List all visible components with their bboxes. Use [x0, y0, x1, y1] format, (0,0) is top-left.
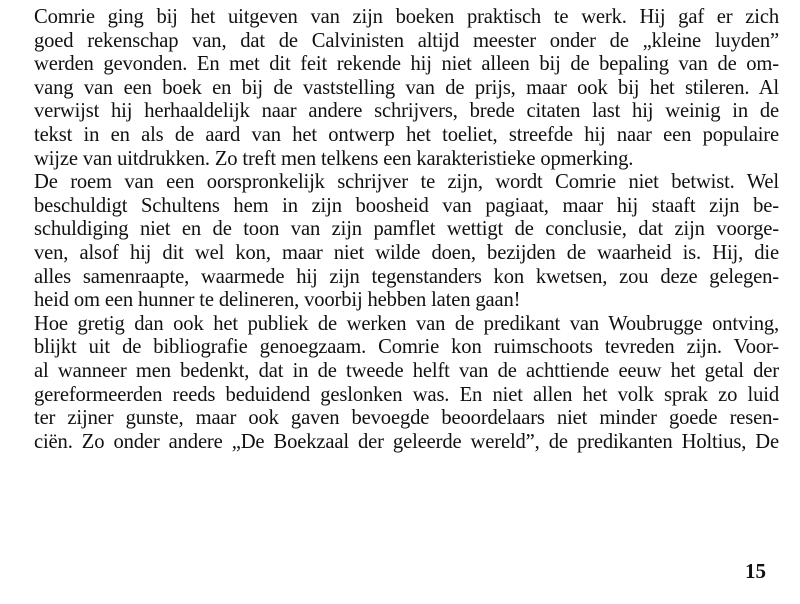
text-line: beschuldigt Schultens hem in zijn boosheid van pagiaat, maar hij staaft zijn be-	[34, 194, 779, 217]
text-line: ven, alsof hij dit wel kon, maar niet wilde doen, bezijden de waarheid is. Hij, die	[34, 241, 779, 264]
text-line: vang van een boek en bij de vaststelling van de prijs, maar ook bij het stileren. Al	[34, 76, 779, 99]
text-line: gereformeerden reeds beduidend geslonken was. En niet allen het volk sprak zo luid	[34, 383, 779, 406]
text-line: ciën. Zo onder andere „De Boekzaal der geleerde wereld”, de predikanten Holtius, De	[34, 430, 779, 453]
paragraph-1	[34, 6, 779, 171]
text-line: heid om een hunner te delineren, voorbij hebben laten gaan!	[34, 289, 521, 312]
text-line: De roem van een oorspronkelijk schrijver te zijn, wordt Comrie niet betwist. Wel	[34, 171, 779, 194]
text-line: wijze van uitdrukken. Zo treft men telkens een karakteristieke opmerking.	[34, 147, 634, 170]
text-line: blijkt uit de bibliografie genoegzaam. Comrie kon ruimschoots tevreden zijn. Voor-	[34, 336, 779, 359]
paragraph-3	[34, 313, 779, 455]
text-line: alles samenraapte, waarmede hij zijn tegenstanders kon kwetsen, zou deze gelegen-	[34, 265, 779, 288]
text-line: tekst in en als de aard van het ontwerp het toeliet, streefde hij naar een populaire	[34, 123, 779, 146]
text-line: al wanneer men bedenkt, dat in de tweede helft van de achttiende eeuw het getal der	[34, 359, 779, 382]
text-line: schuldiging niet en de toon van zijn pamflet wettigt de conclusie, dat zijn voorge-	[34, 218, 779, 241]
body-text	[34, 6, 779, 454]
paragraph-2	[34, 171, 779, 313]
page-number: 15	[745, 559, 766, 583]
text-line: Comrie ging bij het uitgeven van zijn boeken praktisch te werk. Hij gaf er zich	[34, 6, 779, 28]
text-line: goed rekenschap van, dat de Calvinisten altijd meester onder de „kleine luyden”	[34, 29, 779, 52]
text-line: verwijst hij herhaaldelijk naar andere schrijvers, brede citaten last hij weinig in de	[34, 100, 779, 123]
text-line: ter zijner gunste, maar ook gaven bevoegde beoordelaars niet minder goede resen-	[34, 407, 779, 430]
text-line: Hoe gretig dan ook het publiek de werken van de predikant van Woubrugge ontving,	[34, 312, 779, 335]
text-line: werden gevonden. En met dit feit rekende hij niet alleen bij de bepaling van de om-	[34, 53, 779, 76]
